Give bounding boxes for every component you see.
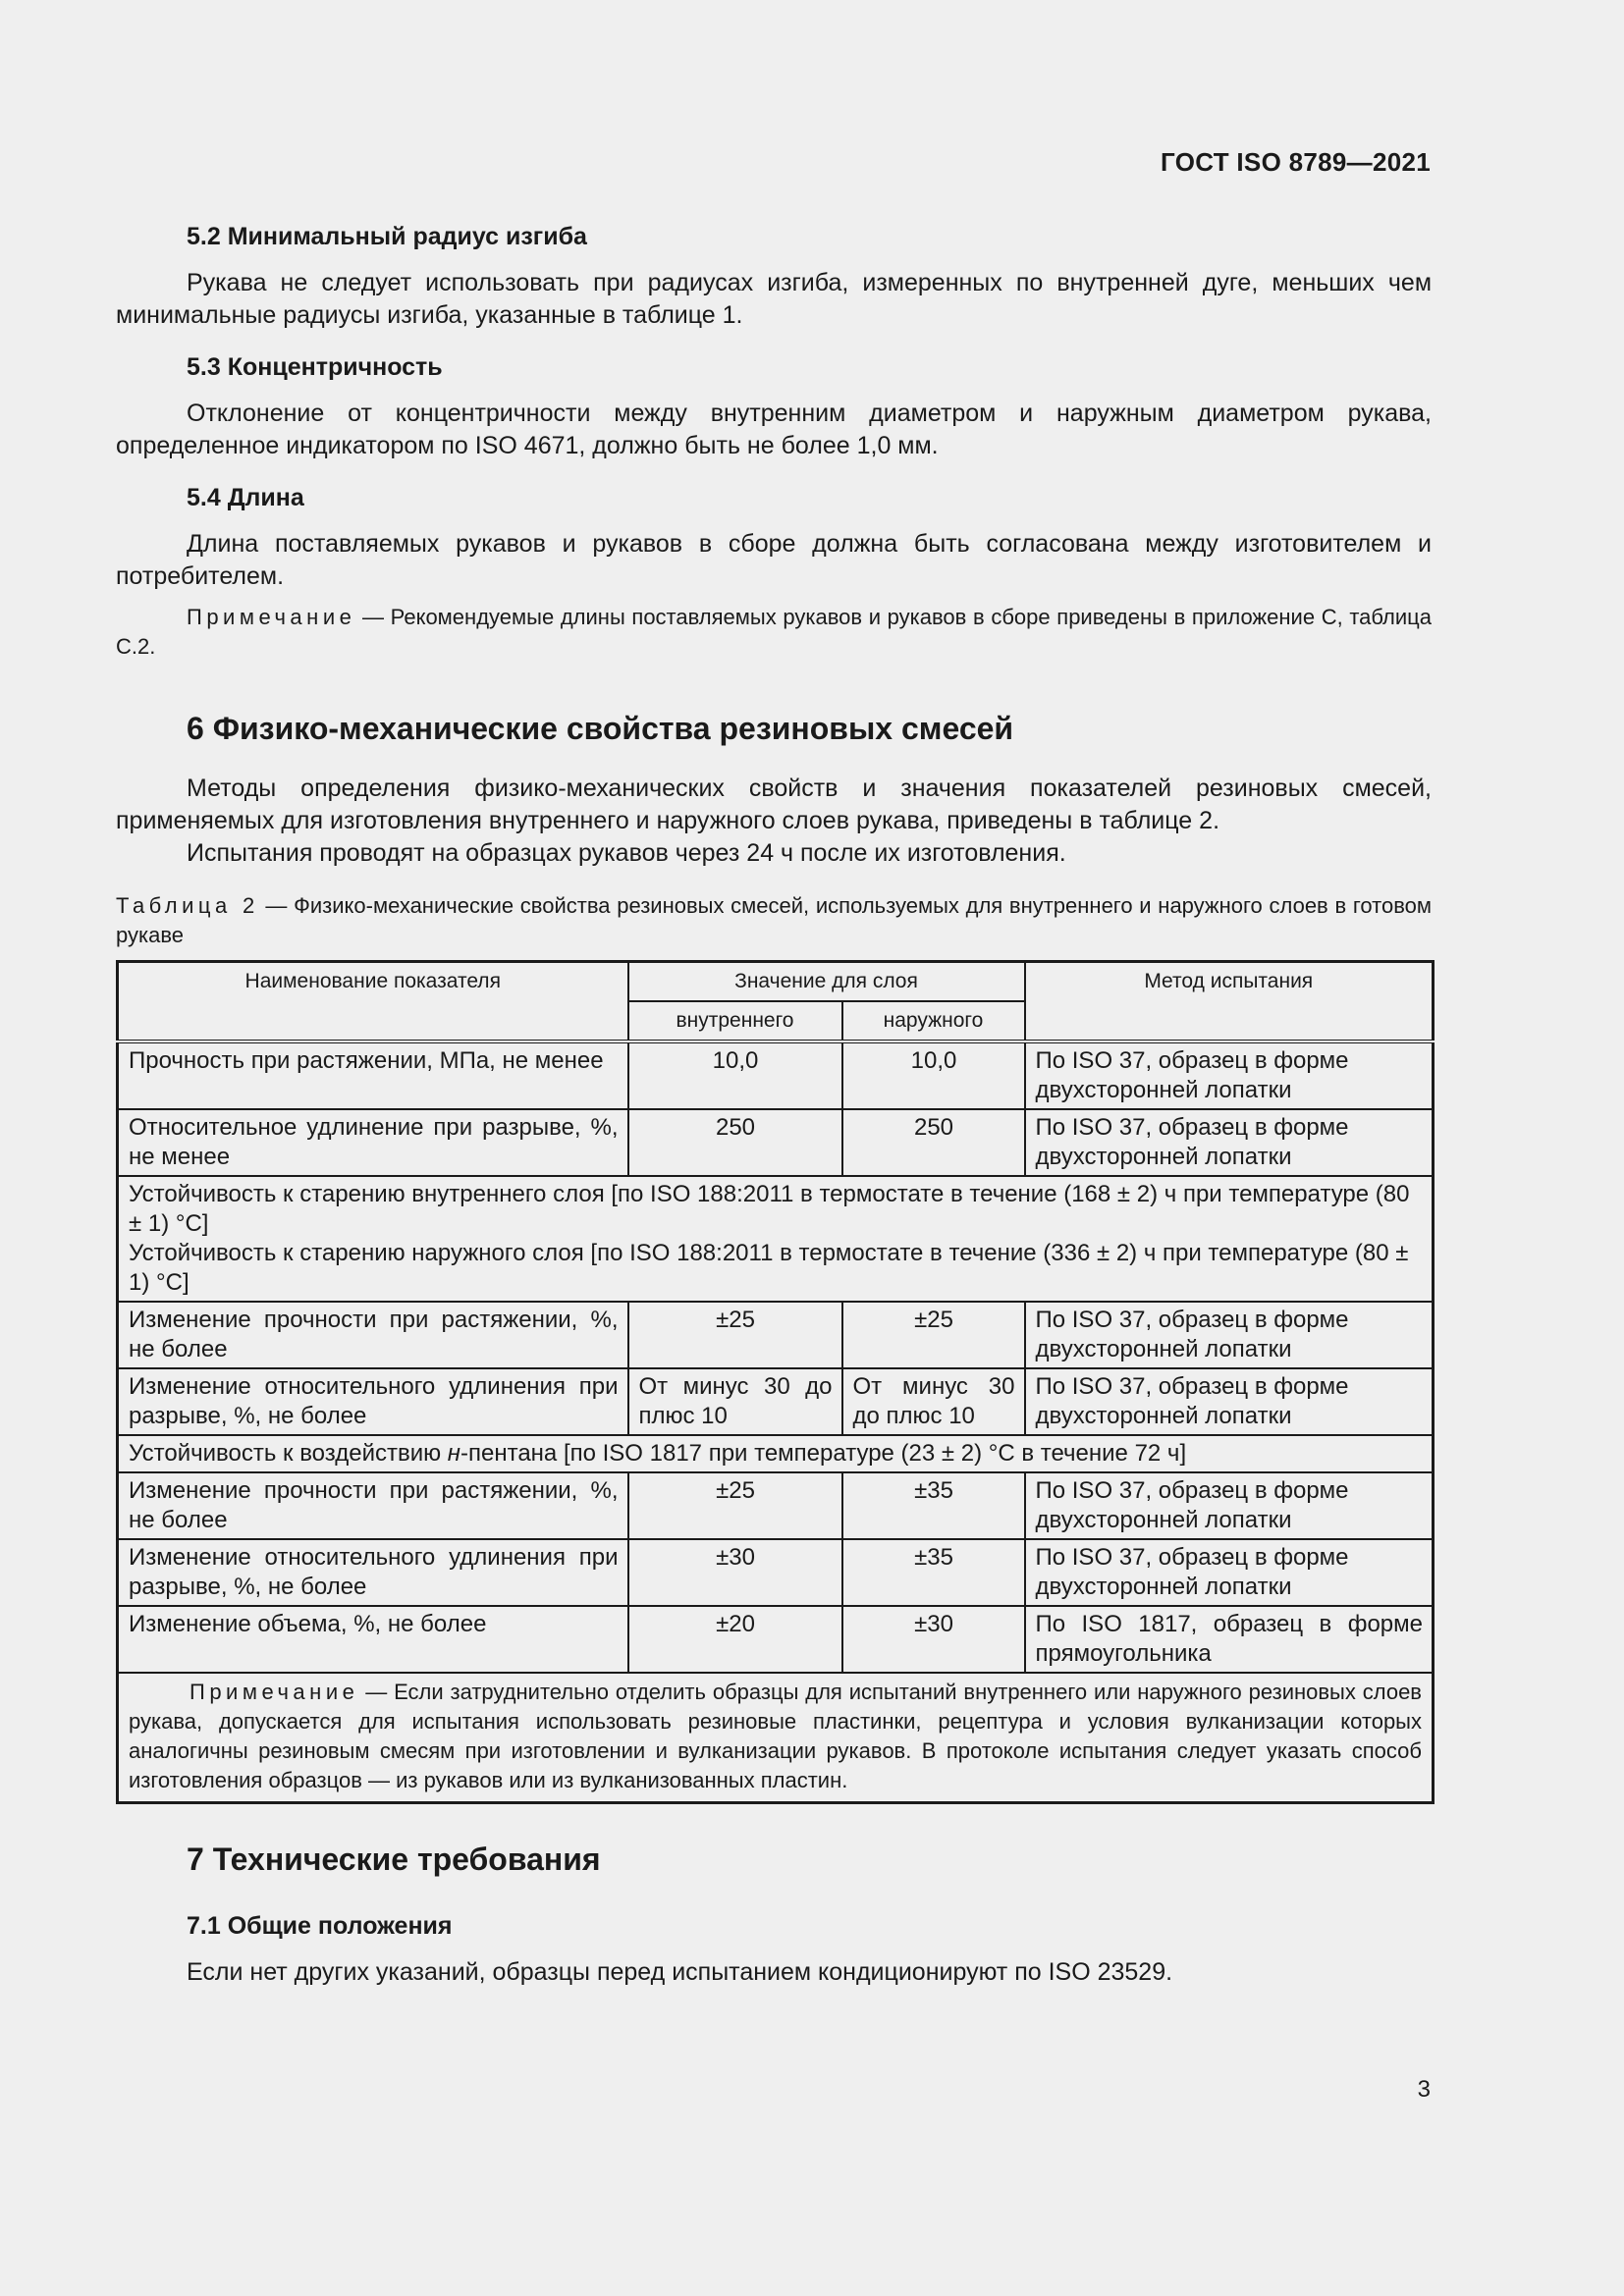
group-pentane-pre: Устойчивость к воздействию	[129, 1440, 448, 1467]
table-note	[118, 1673, 1434, 1803]
table-2-label: Таблица 2	[116, 893, 259, 918]
table-header-row	[118, 962, 1434, 1002]
table-row	[118, 1539, 1434, 1606]
heading-7-1: 7.1 Общие положения	[187, 1912, 453, 1940]
paragraph-7-1: Если нет других указаний, образцы перед испытанием кондиционируют по ISO 23529.	[187, 1958, 1173, 1986]
table-note-row	[118, 1673, 1434, 1803]
row-method: По ISO 37, образец в форме двухсторонней лопатки	[1025, 1368, 1434, 1435]
row-inner-value: 250	[628, 1109, 842, 1176]
row-name: Изменение относительного удлинения при разрыве, %, не более	[118, 1368, 628, 1435]
row-inner-value: ±25	[628, 1472, 842, 1539]
group-pentane-post: -пентана [по ISO 1817 при температуре (23 ± 2) °С в течение 72 ч]	[460, 1440, 1187, 1467]
table-note-label: Примечание	[189, 1680, 359, 1704]
section-5-2	[116, 221, 1432, 332]
col-outer-header: наружного	[842, 1001, 1025, 1041]
section-5-3	[116, 351, 1432, 462]
col-inner-header: внутреннего	[628, 1001, 842, 1041]
row-method: По ISO 37, образец в форме двухсторонней лопатки	[1025, 1472, 1434, 1539]
table-row	[118, 1109, 1434, 1176]
section-5-4	[116, 482, 1432, 662]
row-method: По ISO 37, образец в форме двухсторонней лопатки	[1025, 1041, 1434, 1109]
row-outer-value: ±35	[842, 1539, 1025, 1606]
paragraph-6-2: Испытания проводят на образцах рукавов через 24 ч после их изготовления.	[187, 839, 1066, 867]
row-inner-value: ±20	[628, 1606, 842, 1673]
row-inner-value: От минус 30 до плюс 10	[628, 1368, 842, 1435]
row-outer-value: 250	[842, 1109, 1025, 1176]
row-method: По ISO 37, образец в форме двухсторонней лопатки	[1025, 1109, 1434, 1176]
paragraph-6-1: Методы определения физико-механических свойств и значения показателей резиновых смесей, применяемых для изготовления внутреннего и наружного слоев рукава, приведены в таблице 2.	[116, 774, 1432, 834]
heading-7: 7 Технические требования	[187, 1842, 601, 1877]
table-2-caption	[116, 891, 1432, 950]
row-outer-value: От минус 30 до плюс 10	[842, 1368, 1025, 1435]
col-value-header: Значение для слоя	[628, 962, 1025, 1002]
paragraph-5-2: Рукава не следует использовать при радиусах изгиба, измеренных по внутренней дуге, меньших чем минимальные радиусы изгиба, указанные в таблице 1.	[116, 269, 1432, 329]
group-pentane	[118, 1435, 1434, 1472]
row-inner-value: 10,0	[628, 1041, 842, 1109]
group-pentane-italic: н	[447, 1440, 461, 1467]
row-method: По ISO 1817, образец в форме прямоугольника	[1025, 1606, 1434, 1673]
row-name: Изменение объема, %, не более	[118, 1606, 628, 1673]
row-outer-value: 10,0	[842, 1041, 1025, 1109]
table-row	[118, 1472, 1434, 1539]
page-number: 3	[1417, 2076, 1431, 2103]
row-name: Изменение относительного удлинения при разрыве, %, не более	[118, 1539, 628, 1606]
row-outer-value: ±25	[842, 1302, 1025, 1368]
heading-5-4: 5.4 Длина	[187, 484, 304, 511]
row-name: Изменение прочности при растяжении, %, не более	[118, 1472, 628, 1539]
table-2-title: — Физико-механические свойства резиновых смесей, используемых для внутреннего и наружного слоев в готовом рукаве	[116, 893, 1432, 947]
row-outer-value: ±30	[842, 1606, 1025, 1673]
table-note-text: — Если затруднительно отделить образцы для испытаний внутреннего или наружного резиновых слоев рукава, допускается для испытания использовать резиновые пластинки, рецептура и условия вулканизации которых аналогичны резиновым смесям при изготовлении и вулканизации рукавов. В протоколе испытания следует указать способ изготовления образцов — из рукавов или из вулканизованных пластин.	[129, 1680, 1422, 1792]
table-row	[118, 1368, 1434, 1435]
document-id: ГОСТ ISO 8789—2021	[1161, 147, 1431, 177]
heading-6: 6 Физико-механические свойства резиновых смесей	[187, 711, 1014, 746]
note-5-4	[116, 603, 1432, 662]
paragraph-5-3: Отклонение от концентричности между внутренним диаметром и наружным диаметром рукава, определенное индикатором по ISO 4671, должно быть не более 1,0 мм.	[116, 400, 1432, 459]
heading-5-3: 5.3 Концентричность	[187, 353, 443, 381]
section-6	[116, 709, 1432, 1804]
paragraph-5-4: Длина поставляемых рукавов и рукавов в сборе должна быть согласована между изготовителем и потребителем.	[116, 530, 1432, 590]
col-name-header: Наименование показателя	[118, 962, 628, 1042]
group-aging-inner: Устойчивость к старению внутреннего слоя [по ISO 188:2011 в термостате в течение (168 ± 2) ч при температуре (80 ± 1) °С]	[129, 1181, 1410, 1237]
table-row	[118, 1041, 1434, 1109]
row-name: Прочность при растяжении, МПа, не менее	[118, 1041, 628, 1109]
row-method: По ISO 37, образец в форме двухсторонней лопатки	[1025, 1539, 1434, 1606]
table-group-row-pentane	[118, 1435, 1434, 1472]
note-label: Примечание	[187, 605, 356, 629]
page-content	[116, 221, 1432, 1989]
row-outer-value: ±35	[842, 1472, 1025, 1539]
table-2	[116, 960, 1435, 1804]
row-method: По ISO 37, образец в форме двухсторонней лопатки	[1025, 1302, 1434, 1368]
heading-5-2: 5.2 Минимальный радиус изгиба	[187, 223, 587, 250]
group-aging-outer: Устойчивость к старению наружного слоя [по ISO 188:2011 в термостате в течение (336 ± 2) ч при температуре (80 ± 1) °С]	[129, 1240, 1409, 1296]
row-name: Изменение прочности при растяжении, %, не более	[118, 1302, 628, 1368]
section-7	[116, 1840, 1432, 1989]
note-text: — Рекомендуемые длины поставляемых рукавов и рукавов в сборе приведены в приложение С, таблица С.2.	[116, 605, 1432, 659]
table-row	[118, 1302, 1434, 1368]
col-method-header: Метод испытания	[1025, 962, 1434, 1042]
row-name: Относительное удлинение при разрыве, %, не менее	[118, 1109, 628, 1176]
row-inner-value: ±25	[628, 1302, 842, 1368]
table-group-row-aging	[118, 1176, 1434, 1302]
row-inner-value: ±30	[628, 1539, 842, 1606]
table-row	[118, 1606, 1434, 1673]
